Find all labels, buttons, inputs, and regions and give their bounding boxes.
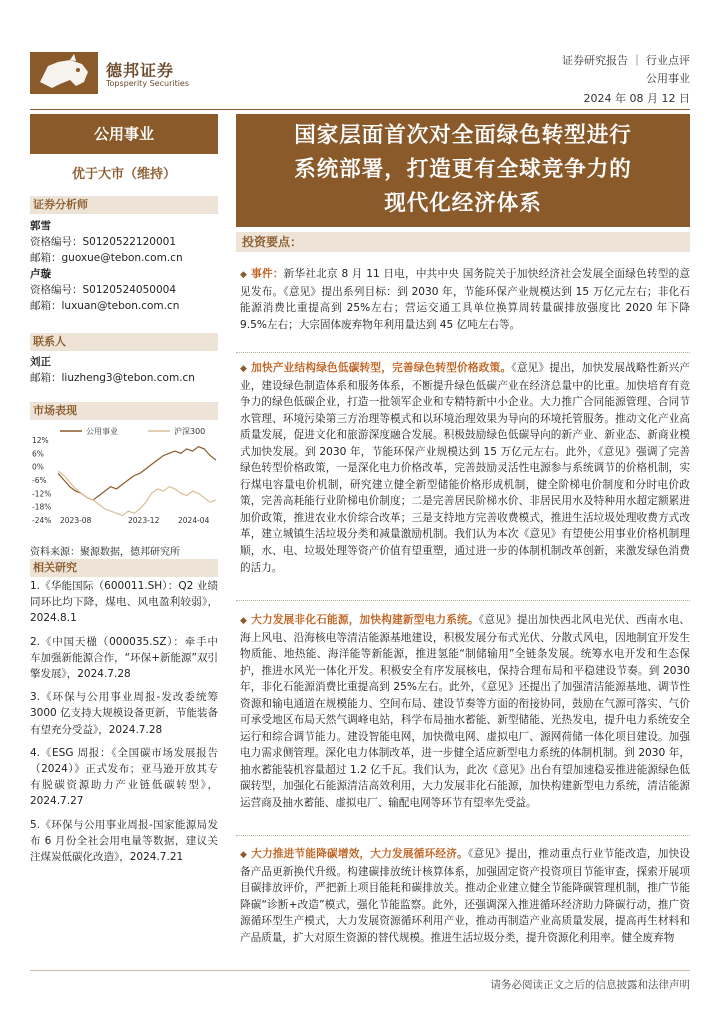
- logo-en: Topsperity Securities: [106, 79, 190, 88]
- bullet-icon: ◆: [240, 850, 248, 860]
- analyst-name: 卢璇: [30, 268, 51, 280]
- related-list: [30, 578, 218, 872]
- y-tick-label: -6%: [32, 476, 47, 485]
- report-title: [236, 114, 690, 227]
- bull-logo-icon: [30, 52, 98, 94]
- report-type: 证券研究报告 ｜ 行业点评: [562, 54, 690, 67]
- related-item[interactable]: 1.《华能国际（600011.SH）：Q2 业绩同环比均下降，煤电、风电盈利较弱》，2024.8.1: [30, 580, 218, 625]
- related-item[interactable]: 5.《环保与公用事业周报-国家能源局发布 6 月份全社会用电量等数据，建议关注煤炭低碳化改造》，2024.7.21: [30, 818, 218, 864]
- contact-email[interactable]: 邮箱：liuzheng3@tebon.com.cn: [30, 372, 195, 384]
- rating: 优于大市（维持）: [71, 167, 176, 182]
- sector-box: 公用事业: [30, 114, 218, 154]
- y-tick-label: 12%: [32, 436, 49, 445]
- analyst-cert: 资格编号：S0120524050004: [30, 284, 177, 296]
- header-divider: [30, 109, 690, 110]
- header-sector: 公用事业: [646, 72, 690, 85]
- legend-label: 沪深300: [174, 427, 206, 436]
- analyst-email[interactable]: 邮箱：luxuan@tebon.com.cn: [30, 300, 180, 312]
- contact-name: 刘正: [30, 356, 51, 368]
- bullet-icon: ◆: [240, 616, 248, 626]
- x-tick-label: 2024-04: [178, 516, 210, 524]
- logo-cn: 德邦证券: [106, 61, 175, 80]
- y-tick-label: -24%: [32, 516, 52, 524]
- para-highlight: 加快产业结构绿色低碳转型，完善绿色转型价格政策。: [251, 362, 512, 374]
- logo-mark: [30, 52, 98, 94]
- footer-divider: [30, 970, 690, 971]
- paragraph-industry: [240, 360, 690, 576]
- paragraph-event: [240, 266, 690, 333]
- y-tick-label: -12%: [32, 489, 52, 499]
- related-item[interactable]: 3.《环保与公用事业周报-发改委统筹 3000 亿支持大规模设备更新，节能装备有望充分受益》，2024.7.28: [30, 691, 218, 736]
- title-line: 现代化经济体系: [384, 191, 542, 216]
- footer-disclaimer: 请务必阅读正文之后的信息披露和法律声明: [490, 979, 690, 991]
- para-divider: [236, 352, 690, 353]
- related-item[interactable]: 4.《ESG 周报：《全国碳市场发展报告（2024）》正式发布；亚马逊开放其专有脱碳资源助力产业链低碳转型》，2024.7.27: [30, 746, 218, 808]
- series-line-1: [58, 471, 216, 515]
- title-line: 国家层面首次对全面绿色转型进行: [294, 123, 632, 148]
- analyst-name: 郭雪: [30, 220, 51, 232]
- investment-header: 投资要点：: [236, 232, 690, 252]
- para-highlight: 大力发展非化石能源，加快构建新型电力系统。: [251, 614, 479, 626]
- contact-header: 联系人: [30, 333, 218, 351]
- para-highlight: 事件：: [251, 268, 284, 280]
- market-chart-svg: [30, 424, 220, 524]
- legend-label: 公用事业: [86, 427, 118, 436]
- report-date: 2024 年 08 月 12 日: [583, 92, 690, 105]
- bullet-icon: ◆: [240, 270, 248, 280]
- x-tick-label: 2023-08: [60, 516, 92, 524]
- analyst-email[interactable]: 邮箱：guoxue@tebon.com.cn: [30, 252, 183, 264]
- para-divider: [236, 835, 690, 836]
- y-tick-label: -18%: [32, 502, 52, 512]
- para-divider: [236, 600, 690, 601]
- para-text: 《意见》提出，推动重点行业节能改造，加快设备产品更新换代升级。构建碳排放统计核算体系，加强固定资产投资项目节能审查，探索开展项目碳排放评价，严把新上项目能耗和碳排放关。推动企业建立健全节能降碳管理机制，推广节能降碳“诊断+改造”模式，强化节能监察。此外，还强调深入推进循环经济助力降碳行动，推广资源循环型生产模式，大力发展资源循环利用产业，推动再制造产业高质量发展，提高再生材料和产品质量，扩大对原生资源的替代规模。推进生活垃圾分类，提升资源化利用率。健全废弃物: [240, 848, 690, 944]
- market-header: 市场表现: [30, 402, 218, 420]
- para-highlight: 大力推进节能降碳增效，大力发展循环经济。: [251, 848, 468, 860]
- market-chart: [30, 424, 220, 524]
- related-item[interactable]: 2.《中国天楹（000035.SZ）：牵手中车加强新能源合作，“环保+新能源”双引擎发展》，2024.7.28: [30, 635, 218, 681]
- para-text: 新华社北京 8 月 11 日电，中共中央 国务院关于加快经济社会发展全面绿色转型的意见发布。《意见》提出系列目标：到 2030 年，节能环保产业规模达到 15 万亿元左右；非化石能源消费比重提高到 25%左右；营运交通工具单位换算周转量碳排放强度比 2020 年下降 9.5%左右；大宗固体废弃物年利用量达到 45 亿吨左右等。: [240, 268, 691, 331]
- y-tick-label: 0%: [32, 462, 44, 472]
- para-text: 《意见》提出加快西北风电光伏、西南水电、海上风电、沿海核电等清洁能源基地建设，积极发展分布式光伏、分散式风电，因地制宜开发生物质能、地热能、海洋能等新能源，推进氢能“制储输用”全链条发展。统筹水电开发和生态保护，推进水风光一体化开发。积极安全有序发展核电，保持合理布局和平稳建设节奏。到 2030 年，非化石能源消费比重提高到 25%左右。此外，《意见》还提出了加强清洁能源基地、调节性资源和输电通道在规模能力、空间布局、建设节奏等方面的衔接协同，鼓励在气源可落实、气价可承受地区布局天然气调峰电站，科学布局抽水蓄能、新型储能、光热发电，提升电力系统安全运行和综合调节能力。建设智能电网，加快微电网、虚拟电厂、源网荷储一体化项目建设。加强电力需求侧管理。深化电力体制改革，进一步健全适应新型电力系统的体制机制。到 2030 年，抽水蓄能装机容量超过 1.2 亿千瓦。我们认为，此次《意见》出台有望加速稳妥推进能源绿色低碳转型，加强化石能源清洁高效利用，大力发展非化石能源，加快构建新型电力系统，清洁能源运营商及抽水蓄能、虚拟电厂、输配电网等环节有望率先受益。: [240, 614, 691, 810]
- y-tick-label: 6%: [32, 449, 44, 459]
- analyst-cert: 资格编号：S0120522120001: [30, 236, 177, 248]
- paragraph-carbon: [240, 846, 690, 964]
- title-line: 系统部署，打造更有全球竞争力的: [294, 157, 632, 182]
- chart-source: 资料来源：聚源数据，德邦研究所: [30, 547, 180, 558]
- paragraph-energy: [240, 612, 690, 812]
- bullet-icon: ◆: [240, 364, 248, 374]
- related-header: 相关研究: [30, 559, 218, 577]
- analyst-header: 证券分析师: [30, 196, 218, 214]
- para-text: 《意见》提出，加快发展战略性新兴产业，建设绿色制造体系和服务体系，不断提升绿色低碳产业在经济总量中的比重。加快培育有竞争力的绿色低碳企业，打造一批领军企业和专精特新中小企业。大力推广合同能源管理、合同节水管理、环境污染第三方治理等模式和以环境治理效果为导向的环境托管服务。推动文化产业高质量发展，促进文化和旅游深度融合发展。积极鼓励绿色低碳导向的新产业、新业态、新商业模式加快发展。到 2030 年，节能环保产业规模达到 15 万亿元左右。此外，《意见》强调了完善绿色转型价格政策，一是深化电力价格改革，完善鼓励灵活性电源参与系统调节的价格机制，实行煤电容量电价机制，研究建立健全新型储能价格形成机制，健全阶梯电价制度和分时电价政策，完善高耗能行业阶梯电价制度；二是完善居民阶梯水价、非居民用水及特种用水超定额累进加价政策，推进农业水价综合改革；三是支持地方完善收费模式，推进生活垃圾处理收费方式改革，建立城镇生活垃圾分类和减量激励机制。我们认为本次《意见》有望使公用事业价格机制理顺，水、电、垃圾处理等资产价值有望重塑，通过进一步的体制机制改革创新，来激发绿色消费的活力。: [240, 362, 691, 574]
- x-tick-label: 2023-12: [128, 516, 160, 524]
